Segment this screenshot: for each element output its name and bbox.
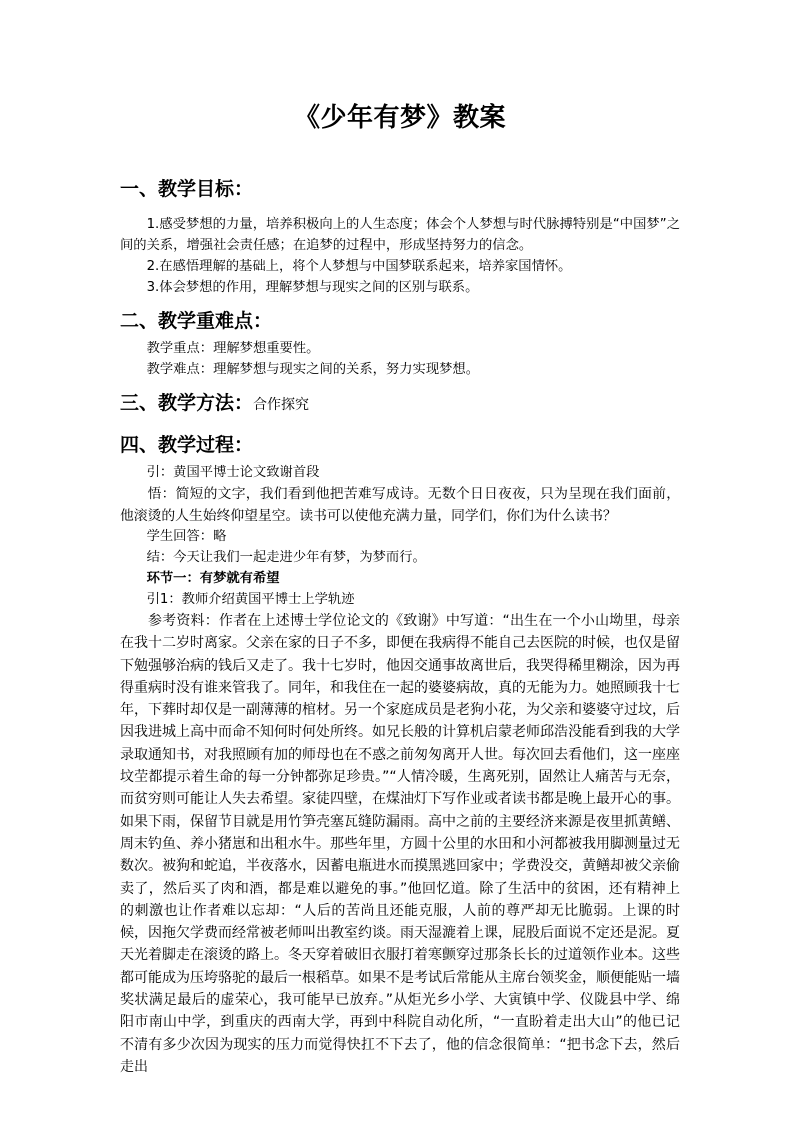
goal-item-3: 3.体会梦想的作用，理解梦想与现实之间的区别与联系。 — [146, 280, 479, 295]
link-one-intro: 引1：教师介绍黄国平博士上学轨迹 — [146, 592, 355, 607]
reference-material: 参考资料：作者在上述博士学位论文的《致谢》中写道：“出生在一个小山坳里，母亲在我十二岁时离家。父亲在家的日子不多，即便在我病得不能自己去医院的时候，也仅是留下勉强够治病的钱后又走了。我十七岁时，他因交通事故离世后，我哭得稀里糊涂，因为再得重病时没有谁来管我了。同年，和我住在一起的婆婆病故，真的无能为力。她照顾我十七年，下葬时却仅是一副薄薄的棺材。另一个家庭成员是老狗小花，为父亲和婆婆守过坟，后因我进城上高中而命不知何时何处所终。如兄长般的计算机启蒙老师邱浩没能看到我的大学录取通知书，对我照顾有加的师母也在不惑之前匆匆离开人世。每次回去看他们，这一座座坟茔都提示着生命的每一分钟都弥足珍贵。”“人情冷暖，生离死别，固然让人痛苦与无奈，而贫穷则可能让人失去希望。家徒四壁，在煤油灯下写作业或者读书都是晚上最开心的事。如果下雨，保留节目就是用竹笋壳塞瓦缝防漏雨。高中之前的主要经济来源是夜里抓黄鳝、周末钓鱼、养小猪崽和出租水牛。那些年里，方圆十公里的水田和小河都被我用脚测量过无数次。被狗和蛇追，半夜落水，因蓄电瓶进水而摸黑逃回家中；学费没交，黄鳝却被父亲偷卖了，然后买了肉和酒，都是难以避免的事。”他回忆道。除了生活中的贫困，还有精神上的刺激也让作者难以忘却：“人后的苦尚且还能克服，人前的尊严却无比脆弱。上课的时候，因拖欠学费而经常被老师叫出教室约谈。雨天湿漉着上课，屁股后面说不定还是泥。夏天光着脚走在滚烫的路上。冬天穿着破旧衣服打着寒颤穿过那条长长的过道领作业本。这些都可能成为压垮骆驼的最后一根稻草。如果不是考试后常能从主席台领奖金，顺便能贴一墙奖状满足最后的虚荣心，我可能早已放弃。”从炬光乡小学、大寅镇中学、仪陇县中学、绵阳市南山中学，到重庆的西南大学，再到中科院自动化所，“一直盼着走出大山”的他已记不清有多少次因为现实的压力而觉得快扛不下去了，他的信念很简单：“把书念下去，然后走出 — [120, 613, 680, 1075]
goal-item-2: 2.在感悟理解的基础上，将个人梦想与中国梦联系起来，培养家国情怀。 — [146, 259, 572, 274]
heading-teaching-process: 四、教学过程： — [120, 434, 254, 456]
heading-teaching-method-label: 三、教学方法： — [120, 392, 254, 414]
heading-teaching-goals: 一、教学目标： — [120, 178, 254, 200]
document-title: 《少年有梦》教案 — [293, 103, 506, 133]
key-point: 教学重点：理解梦想重要性。 — [146, 341, 320, 356]
heading-key-difficult-points: 二、教学重难点： — [120, 310, 273, 332]
goal-item-1: 1.感受梦想的力量，培养积极向上的人生态度；体会个人梦想与时代脉搏特别是“中国梦”之间的关系，增强社会责任感；在追梦的过程中，形成坚持努力的信念。 — [120, 217, 680, 254]
process-intro: 引：黄国平博士论文致谢首段 — [146, 465, 320, 480]
process-conclusion: 结：今天让我们一起走进少年有梦，为梦而行。 — [146, 550, 426, 565]
teaching-method-value: 合作探究 — [253, 397, 310, 413]
process-reflection: 悟：简短的文字，我们看到他把苦难写成诗。无数个日日夜夜，只为呈现在我们面前，他滚烫的人生始终仰望星空。读书可以使他充满力量，同学们，你们为什么读书？ — [120, 486, 680, 524]
link-one-heading: 环节一：有梦就有希望 — [146, 571, 280, 586]
heading-teaching-method — [120, 390, 309, 418]
student-answer: 学生回答：略 — [146, 529, 227, 544]
difficult-point: 教学难点：理解梦想与现实之间的关系，努力实现梦想。 — [146, 362, 480, 377]
